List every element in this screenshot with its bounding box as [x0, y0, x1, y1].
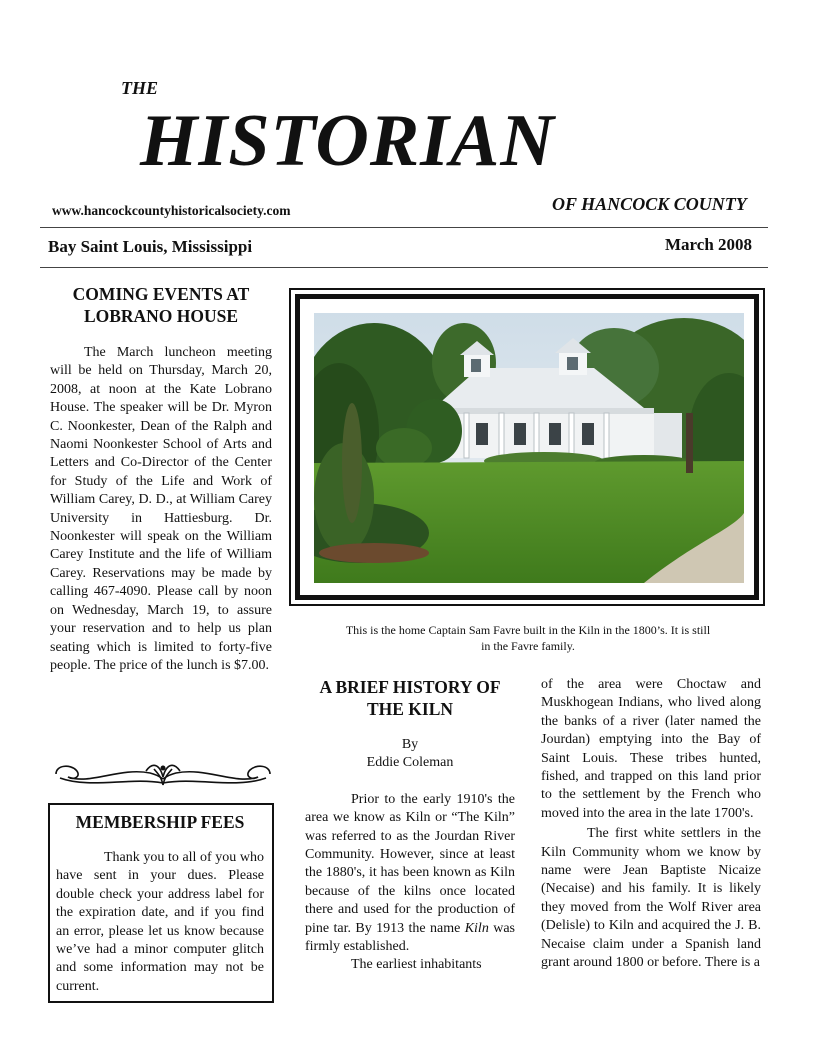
photo-caption — [300, 622, 756, 654]
article-col3-paragraph-1: of the area were Choctaw and Muskhogean Indians, who lived along the banks of a river (later named the Jourdan) emptying into the Bay of Saint Louis. These tribes hunted, fished, and trapped on this land prior to the settlement by the French who moved into the area in the late 1700's. — [541, 677, 761, 821]
article-continued — [541, 676, 761, 973]
issue-date: March 2008 — [665, 235, 753, 254]
article-p1-text: Prior to the early 1910's the area we know as Kiln or “The Kiln” was referred to as the Jourdan River Community. However, since at least the 1880's, it has been known as Kiln because of the kilns once located there and used for the production of pine tar. By 1913 the name — [305, 791, 515, 936]
article-p1-end: was firmly established. — [305, 920, 515, 955]
location-line: Bay Saint Louis, Mississippi — [48, 237, 253, 256]
masthead-the: THE — [121, 78, 159, 98]
photo-caption-line-2: in the Favre family. — [481, 639, 575, 653]
article-paragraph-1 — [305, 791, 515, 957]
article-col3-paragraph-2: The first white settlers in the Kiln Community whom we know by name were Jean Baptiste Nicaize (Necaise) and his family. It is likely they moved from the Wolf River area (Delisle) to Kiln and acquired the J. B. Necaise claim under a Spanish land grant around 1800 or before. There is a — [541, 826, 761, 971]
header-rule-bottom — [40, 267, 768, 268]
events-body: The March luncheon meeting will be held on Thursday, March 20, 2008, at noon at the Kate Lobrano House. The speaker will be Dr. Myron C. Noonkester, Dean of the Ralph and Naomi Noonkester School of Arts and Letters and Co-Director of the Center for Study of the Life and Work of William Carey, D. D., at William Carey University in Hattiesburg. Dr. Noonkester will speak on the William Carey Institute and the life of William Carey. Reservations may be made by calling 467-4090. Please call by noon on Wednesday, March 19, to assure your reservation and to help us plan seating which is limited to forty-five people. The price of the lunch is $7.00. — [50, 345, 272, 673]
masthead-county: OF HANCOCK COUNTY — [552, 194, 747, 214]
article-heading: A BRIEF HISTORY OF THE KILN — [319, 677, 501, 719]
masthead-title: HISTORIAN — [140, 100, 555, 182]
membership-box — [48, 803, 274, 1003]
article-author: Eddie Coleman — [366, 755, 454, 771]
article-p1-emphasis: Kiln — [464, 920, 489, 936]
membership-heading: MEMBERSHIP FEES — [75, 812, 245, 832]
membership-body: Thank you to all of you who have sent in your dues. Please double check your address label for the expiration date, and if you find an error, please let us know because we’ve had a minor computer glitch and some information may not be current. — [56, 850, 264, 994]
photo-caption-line-1: This is the home Captain Sam Favre built in the Kiln in the 1800’s. It is still — [345, 623, 711, 637]
article-by: By — [401, 737, 419, 752]
house-photo — [314, 313, 744, 583]
article-section — [305, 676, 515, 975]
photo-frame — [289, 288, 765, 606]
ornament-divider — [50, 757, 276, 791]
article-paragraph-2: The earliest inhabitants — [351, 957, 482, 973]
events-section — [50, 283, 272, 675]
website-url[interactable]: www.hancockcountyhistoricalsociety.com — [52, 203, 291, 218]
events-heading: COMING EVENTS AT LOBRANO HOUSE — [72, 284, 250, 326]
header-rule-top — [40, 227, 768, 228]
